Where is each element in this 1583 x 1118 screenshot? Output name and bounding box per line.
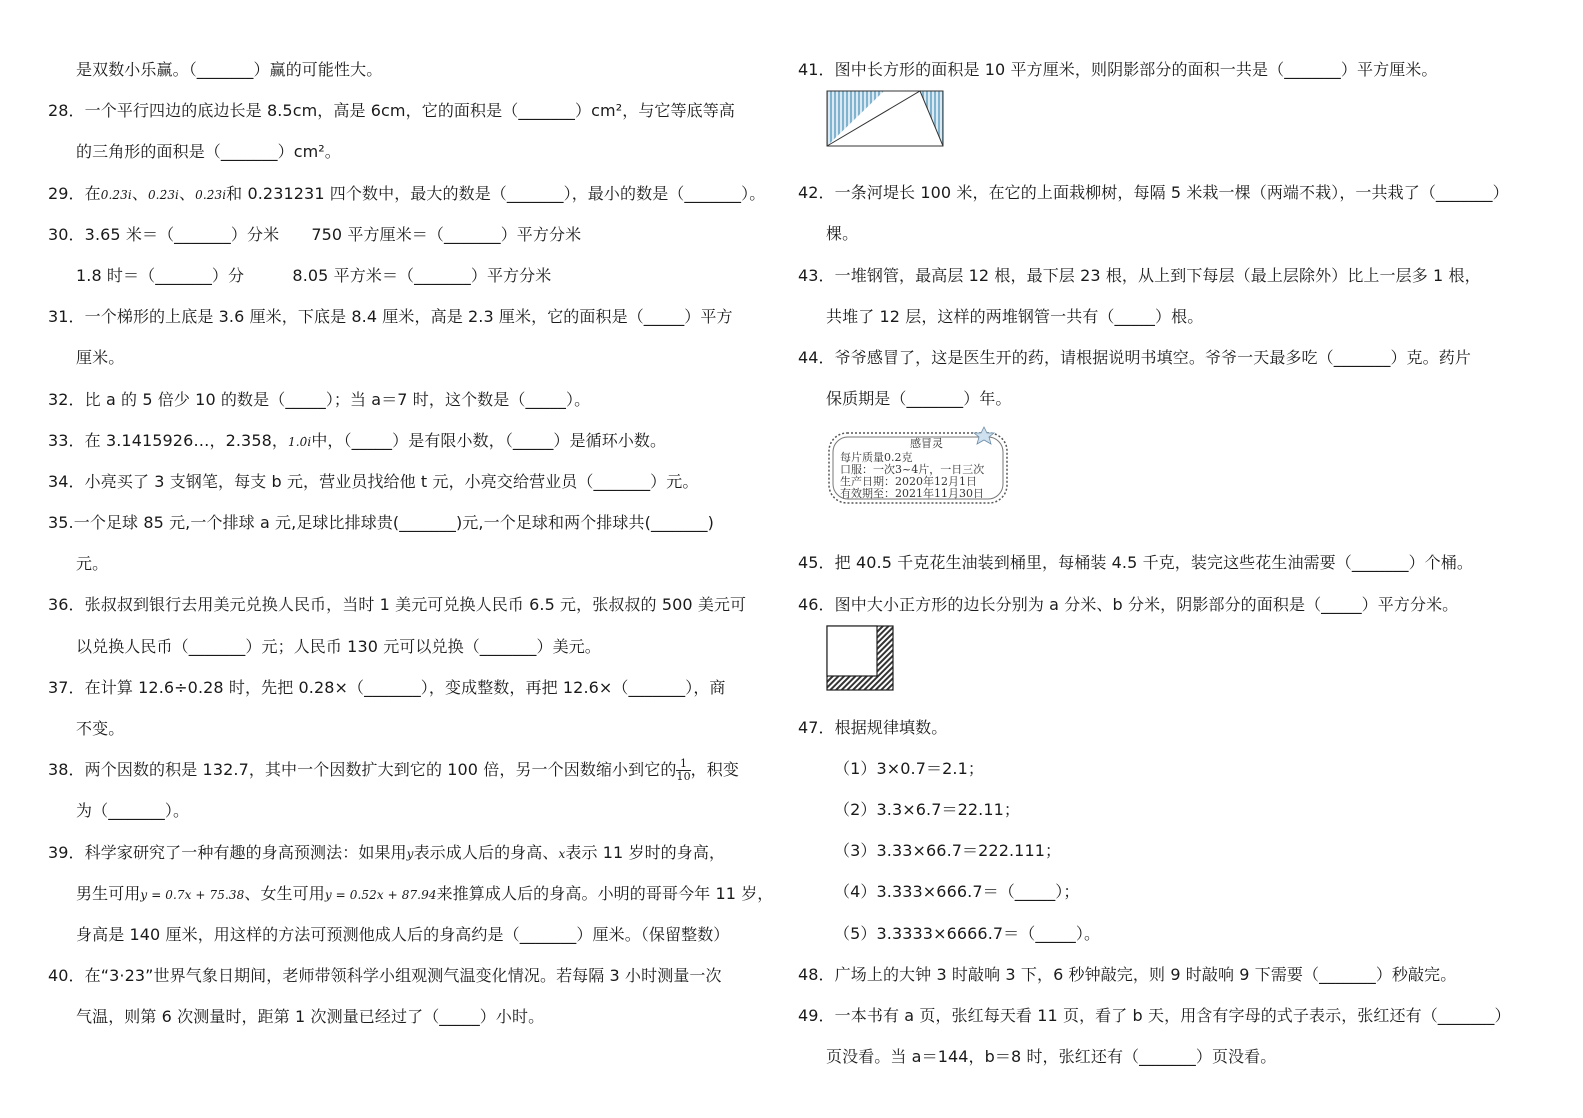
question-35: 35.一个足球 85 元,一个排球 a 元,足球比排球贵(_______)元,一个足球和两个排球共(_______): [48, 513, 714, 533]
q29-number-1: 0.23i: [100, 187, 132, 202]
question-43-cont: 共堆了 12 层，这样的两堆钢管一共有（_____）根。: [826, 306, 1204, 326]
question-48: 48．广场上的大钟 3 时敲响 3 下，6 秒钟敲完，则 9 时敲响 9 下需要（_______）秒敲完。: [798, 964, 1457, 984]
question-37-cont: 不变。: [76, 719, 125, 738]
q33-number: 1.0̇i: [287, 434, 312, 449]
question-35-cont: 元。: [76, 554, 109, 574]
question-40-cont: 气温，则第 6 次测量时，距第 1 次测量已经过了（_____）小时。: [76, 1007, 545, 1027]
question-42-cont: 棵。: [826, 224, 859, 244]
q39-text: 、女生可用: [244, 883, 325, 903]
q29-sep: 、: [179, 183, 196, 203]
question-43: 43．一堆钢管，最高层 12 根，最下层 23 根，从上到下每层（最上层除外）比上一层多 1 根，: [798, 265, 1481, 285]
medicine-line-3: 生产日期：2020年12月1日: [840, 475, 977, 489]
question-47: 47．根据规律填数。: [798, 717, 948, 737]
medicine-label-figure: [798, 419, 1533, 542]
medicine-title: 感冒灵: [910, 437, 943, 451]
question-39-cont: [48, 873, 778, 914]
left-column: [48, 49, 778, 1038]
figure-rectangle-shaded: [798, 90, 1533, 172]
q39-text: 男生可用: [76, 883, 141, 903]
question-33: [48, 420, 778, 461]
question-39: [48, 832, 778, 873]
question-29: [48, 173, 778, 214]
question-49: 49．一本书有 a 页，张红每天看 11 页，看了 b 天，用含有字母的式子表示，张红还有（_______）: [798, 1006, 1511, 1025]
fraction-numerator: 1: [676, 758, 690, 771]
question-37: 37．在计算 12.6÷0.28 时，先把 0.28×（_______），变成整数，再把 12.6×（_______），商: [48, 677, 726, 697]
question-44: 44．爷爷感冒了，这是医生开的药，请根据说明书填空。爷爷一天最多吃（_______）克。药片: [798, 347, 1471, 367]
question-47-3: （3）3.33×66.7＝222.111；: [834, 841, 1062, 861]
question-32: 32．比 a 的 5 倍少 10 的数是（_____）；当 a＝7 时，这个数是（_____）。: [48, 389, 591, 409]
q39-text: 表示成人后的身高、: [413, 842, 559, 862]
question-36: 36．张叔叔到银行去用美元兑换人民币，当时 1 美元可兑换人民币 6.5 元，张叔叔的 500 美元可: [48, 595, 747, 615]
question-47-5: （5）3.3333×6666.7＝（_____）。: [834, 923, 1101, 943]
q29-text: 和 0.231231 四个数中，最大的数是（_______），最小的数是（_______）。: [226, 183, 766, 203]
squares-figure: [826, 625, 896, 695]
fraction-one-tenth: [676, 758, 690, 783]
medicine-line-1: 每片质量0.2克: [840, 451, 913, 465]
question-38: [48, 749, 778, 790]
medicine-line-2: 口服：一次3~4片，一日三次: [840, 463, 985, 477]
q29-number-2: 0.2̇3i: [147, 187, 179, 202]
question-47-1: （1）3×0.7＝2.1；: [834, 758, 984, 778]
question-44-cont: 保质期是（_______）年。: [826, 389, 1012, 409]
question-31-cont: 厘米。: [76, 348, 125, 368]
question-36-cont: 以兑换人民币（_______）元；人民币 130 元可以兑换（_______）美元。: [76, 636, 601, 656]
medicine-line-4: 有效期至：2021年11月30日: [840, 487, 984, 501]
variable-y: y: [406, 846, 414, 861]
question-38-cont: 为（_______）。: [76, 801, 190, 821]
fraction-denominator: 10: [676, 770, 691, 784]
question-47-2: （2）3.3×6.7＝22.11；: [834, 800, 1020, 820]
question-30: 30．3.65 米＝（_______）分米 750 平方厘米＝（_______）平方分米: [48, 224, 582, 244]
question-34: 34．小亮买了 3 支钢笔，每支 b 元，营业员找给他 t 元，小亮交给营业员（_______）元。: [48, 471, 699, 491]
q29-sep: 、: [131, 183, 148, 203]
question-46: 46．图中大小正方形的边长分别为 a 分米、b 分米，阴影部分的面积是（_____）平方分米。: [798, 594, 1459, 614]
question-40: 40．在“3·23”世界气象日期间，老师带领科学小组观测气温变化情况。若每隔 3 小时测量一次: [48, 966, 722, 986]
question-27-cont: 是双数小乐赢。（_______）赢的可能性大。: [76, 60, 383, 79]
right-column: [798, 49, 1533, 1077]
question-28: 28．一个平行四边的底边长是 8.5cm，高是 6cm，它的面积是（_______）cm²，与它等底等高: [48, 101, 735, 121]
q39-text: 表示 11 岁时的身高，: [565, 842, 726, 862]
q33-text: 33．在 3.1415926…，2.358，: [48, 430, 288, 450]
question-41: 41．图中长方形的面积是 10 平方厘米，则阴影部分的面积一共是（_______）平方厘米。: [798, 60, 1438, 79]
question-49-cont: 页没看。当 a＝144，b＝8 时，张红还有（_______）页没看。: [826, 1047, 1277, 1067]
question-47-4: （4）3.333×666.7＝（_____）；: [834, 882, 1080, 902]
medicine-label: [826, 425, 1012, 509]
question-28-cont: 的三角形的面积是（_______）cm²。: [76, 142, 341, 162]
rectangle-figure: [826, 90, 950, 152]
q38-text: ，积变: [690, 760, 739, 780]
q29-number-3: 0.2̇3i: [195, 187, 227, 202]
formula-male: y = 0.7x + 75.38: [140, 887, 245, 902]
question-39-cont-2: 身高是 140 厘米，用这样的方法可预测他成人后的身高约是（_______）厘米。（保留整数）: [76, 924, 730, 944]
question-45: 45．把 40.5 千克花生油装到桶里，每桶装 4.5 千克，装完这些花生油需要（_______）个桶。: [798, 553, 1473, 573]
q38-text: 38．两个因数的积是 132.7，其中一个因数扩大到它的 100 倍，另一个因数缩小到它的: [48, 760, 677, 780]
question-30-cont: 1.8 时＝（_______）分 8.05 平方米＝（_______）平方分米: [76, 265, 552, 285]
question-31: 31．一个梯形的上底是 3.6 厘米，下底是 8.4 厘米，高是 2.3 厘米，它的面积是（_____）平方: [48, 307, 733, 327]
variable-x: x: [558, 846, 566, 861]
question-42: 42．一条河堤长 100 米，在它的上面栽柳树，每隔 5 米栽一棵（两端不栽），一共栽了（_______）: [798, 183, 1509, 203]
q39-text: 来推算成人后的身高。小明的哥哥今年 11 岁，: [436, 883, 774, 903]
q39-text: 39．科学家研究了一种有趣的身高预测法：如果用: [48, 842, 407, 862]
q33-text: 中，（_____）是有限小数，（_____）是循环小数。: [311, 430, 667, 450]
q29-text: 29．在: [48, 183, 101, 203]
figure-squares: [798, 625, 1533, 707]
formula-female: y = 0.52x + 87.94: [324, 887, 437, 902]
